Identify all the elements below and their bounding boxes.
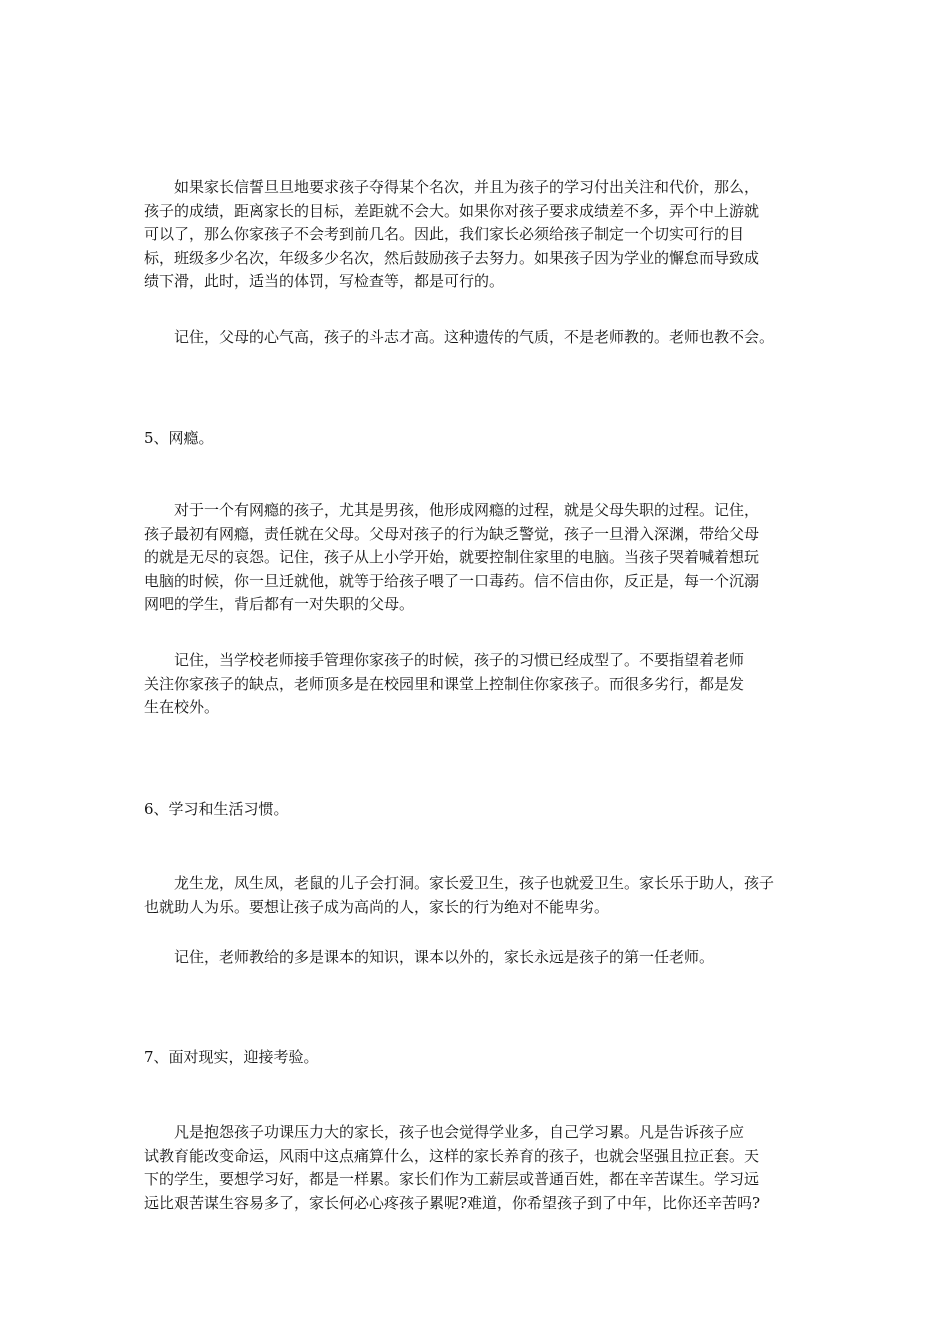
paragraph-target-ranking (144, 176, 816, 294)
paragraph-first-teacher (144, 946, 816, 970)
text-line: 凡是抱怨孩子功课压力大的家长，孩子也会觉得学业多，自己学习累。凡是告诉孩子应 (144, 1123, 745, 1141)
section-heading-6: 6、学习和生活习惯。 (144, 800, 289, 818)
paragraph-like-parent-like-child (144, 872, 816, 919)
text-line: 龙生龙，凤生凤，老鼠的儿子会打洞。家长爱卫生，孩子也就爱卫生。家长乐于助人，孩子 (144, 874, 775, 892)
text-line: 绩下滑，此时，适当的体罚，写检查等，都是可行的。 (144, 272, 505, 290)
text-line: 关注你家孩子的缺点，老师顶多是在校园里和课堂上控制住你家孩子。而很多劣行，都是发 (144, 674, 745, 693)
text-line: 记住，父母的心气高，孩子的斗志才高。这种遗传的气质，不是老师教的。老师也教不会。 (144, 328, 775, 346)
text-line: 孩子最初有网瘾，责任就在父母。父母对孩子的行为缺乏警觉，孩子一旦滑入深渊，带给父母 (144, 524, 760, 543)
text-line: 如果家长信誓旦旦地要求孩子夺得某个名次，并且为孩子的学习付出关注和代价，那么， (144, 178, 760, 196)
text-line: 网吧的学生，背后都有一对失职的父母。 (144, 595, 415, 613)
text-line: 标，班级多少名次，年级多少名次，然后鼓励孩子去努力。如果孩子因为学业的懈怠而导致成 (144, 248, 760, 267)
text-line: 对于一个有网瘾的孩子，尤其是男孩，他形成网瘾的过程，就是父母失职的过程。记住， (144, 501, 760, 519)
paragraph-habits-formed (144, 649, 816, 720)
text-line: 电脑的时候，你一旦迁就他，就等于给孩子喂了一口毒药。信不信由你，反正是，每一个沉溺 (144, 571, 760, 590)
text-line: 下的学生，要想学习好，都是一样累。家长们作为工薪层或普通百姓，都在辛苦谋生。学习远 (144, 1170, 760, 1188)
text-line: 记住，老师教给的多是课本的知识，课本以外的，家长永远是孩子的第一任老师。 (144, 948, 715, 966)
paragraph-internet-addiction (144, 499, 816, 617)
text-line: 也就助人为乐。要想让孩子成为高尚的人，家长的行为绝对不能卑劣。 (144, 897, 610, 916)
text-line: 可以了，那么你家孩子不会考到前几名。因此，我们家长必须给孩子制定一个切实可行的目 (144, 225, 745, 243)
text-line: 的就是无尽的哀怨。记住，孩子从上小学开始，就要控制住家里的电脑。当孩子哭着喊着想玩 (144, 548, 760, 566)
paragraph-parents-ambition (144, 326, 816, 350)
text-line: 远比艰苦谋生容易多了，家长何必心疼孩子累呢?难道，你希望孩子到了中年，比你还辛苦吗? (144, 1193, 761, 1212)
text-line: 试教育能改变命运，风雨中这点痛算什么，这样的家长养育的孩子，也就会坚强且拉正套。天 (144, 1146, 760, 1165)
section-heading-7: 7、面对现实，迎接考验。 (144, 1048, 319, 1066)
section-heading-5: 5、网瘾。 (144, 429, 214, 447)
text-line: 生在校外。 (144, 698, 220, 716)
text-line: 孩子的成绩，距离家长的目标，差距就不会大。如果你对孩子要求成绩差不多，弄个中上游就 (144, 201, 760, 220)
text-line: 记住，当学校老师接手管理你家孩子的时候，孩子的习惯已经成型了。不要指望着老师 (144, 651, 745, 669)
paragraph-face-reality (144, 1121, 816, 1215)
